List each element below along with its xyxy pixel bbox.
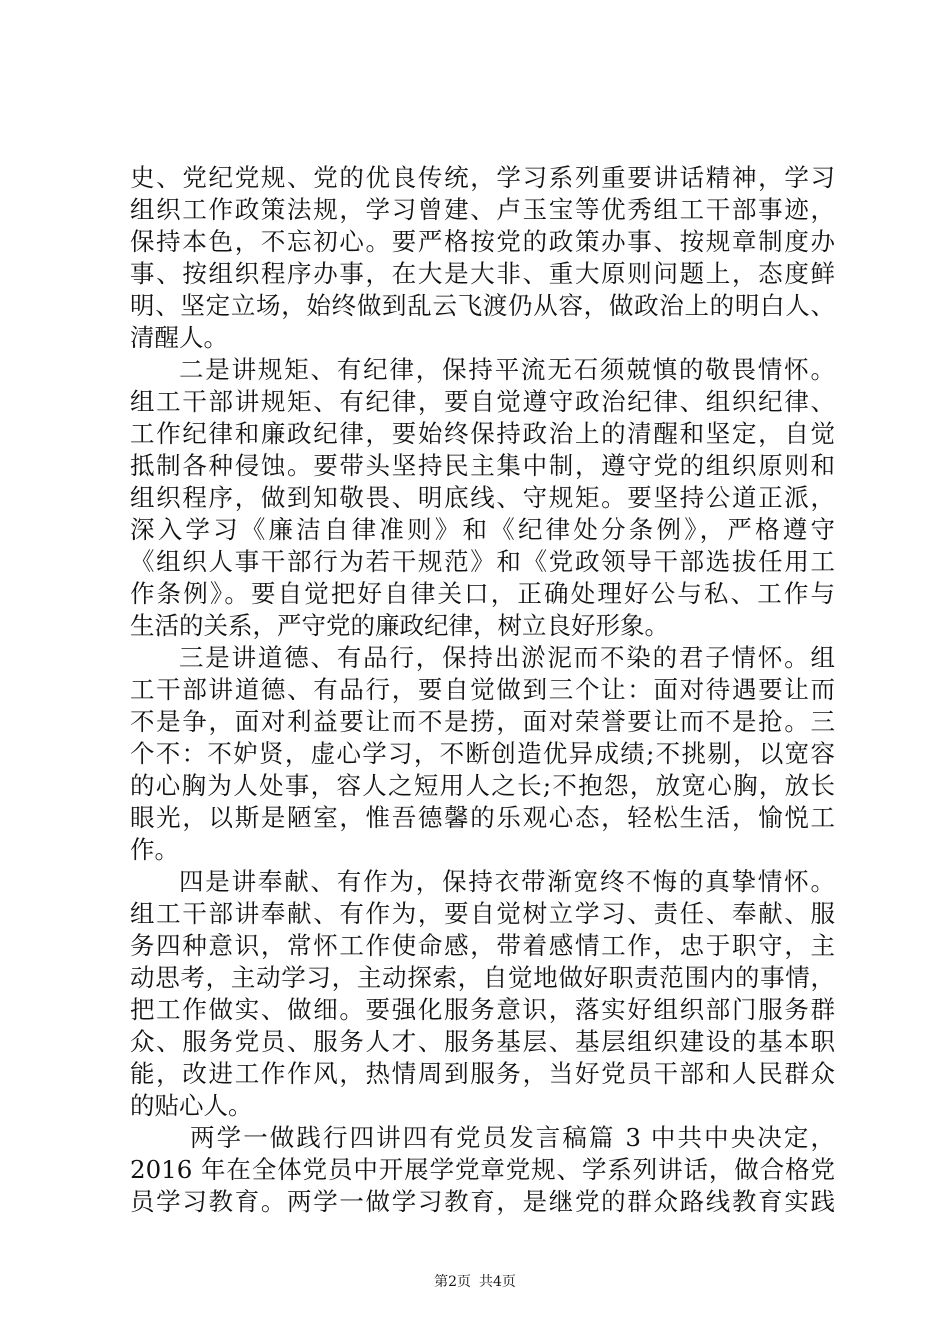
paragraph-2-start: 二是讲规矩、有纪律，保持平流无石须兢慎的敬畏情怀。 [179,355,835,384]
page-total: 共4页 [479,1274,516,1290]
page-number: 第2页 [434,1274,471,1290]
text-line-18: 不是争，面对利益要让而不是捞，面对荣誉要让而不是抢。三 [130,707,835,736]
text-line-15: 生活的关系，严守党的廉政纪律，树立良好形象。 [130,611,669,640]
text-line-3: 保持本色，不忘初心。要严格按党的政策办事、按规章制度办 [130,227,835,256]
text-line-24: 组工干部讲奉献、有作为，要自觉树立学习、责任、奉献、服 [130,899,835,928]
text-line-17: 工干部讲道德、有品行，要自觉做到三个让：面对待遇要让而 [130,675,835,704]
text-line-1: 史、党纪党规、党的优良传统，学习系列重要讲话精神，学习 [130,163,835,192]
paragraph-5-start: 两学一做践行四讲四有党员发言稿篇 3 中共中央决定， [190,1123,835,1152]
text-line-30: 的贴心人。 [130,1091,253,1120]
page-footer [0,1273,950,1291]
text-line-2: 组织工作政策法规，学习曾建、卢玉宝等优秀组工干部事迹， [130,195,835,224]
text-line-6: 清醒人。 [130,323,228,352]
text-line-29: 能，改进工作作风，热情周到服务，当好党员干部和人民群众 [130,1059,835,1088]
paragraph-3-start: 三是讲道德、有品行，保持出淤泥而不染的君子情怀。组 [179,643,835,672]
text-line-13: 《组织人事干部行为若干规范》和《党政领导干部选拔任用工 [130,547,835,576]
text-line-9: 工作纪律和廉政纪律，要始终保持政治上的清醒和坚定，自觉 [130,419,835,448]
document-body [130,162,835,1218]
text-line-25: 务四种意识，常怀工作使命感，带着感情工作，忠于职守，主 [130,931,835,960]
text-line-12: 深入学习《廉洁自律准则》和《纪律处分条例》，严格遵守 [130,515,835,544]
text-line-33: 员学习教育。两学一做学习教育，是继党的群众路线教育实践 [130,1187,835,1216]
text-line-27: 把工作做实、做细。要强化服务意识，落实好组织部门服务群 [130,995,835,1024]
text-line-21: 眼光，以斯是陋室，惟吾德馨的乐观心态，轻松生活，愉悦工 [130,803,835,832]
text-line-11: 组织程序，做到知敬畏、明底线、守规矩。要坚持公道正派， [130,483,835,512]
text-line-32: 2016 年在全体党员中开展学党章党规、学系列讲话，做合格党 [130,1155,835,1184]
text-line-4: 事、按组织程序办事，在大是大非、重大原则问题上，态度鲜 [130,259,835,288]
paragraph-4-start: 四是讲奉献、有作为，保持衣带渐宽终不悔的真挚情怀。 [179,867,835,896]
text-line-10: 抵制各种侵蚀。要带头坚持民主集中制，遵守党的组织原则和 [130,451,835,480]
text-line-20: 的心胸为人处事，容人之短用人之长;不抱怨，放宽心胸，放长 [130,771,835,800]
text-line-8: 组工干部讲规矩、有纪律，要自觉遵守政治纪律、组织纪律、 [130,387,835,416]
text-line-28: 众、服务党员、服务人才、服务基层、基层组织建设的基本职 [130,1027,835,1056]
text-line-14: 作条例》。要自觉把好自律关口，正确处理好公与私、工作与 [130,579,835,608]
text-line-19: 个不：不妒贤，虚心学习，不断创造优异成绩;不挑剔，以宽容 [130,739,835,768]
text-line-26: 动思考，主动学习，主动探索，自觉地做好职责范围内的事情， [130,963,835,992]
text-line-5: 明、坚定立场，始终做到乱云飞渡仍从容，做政治上的明白人、 [130,291,835,320]
text-line-22: 作。 [130,835,179,864]
